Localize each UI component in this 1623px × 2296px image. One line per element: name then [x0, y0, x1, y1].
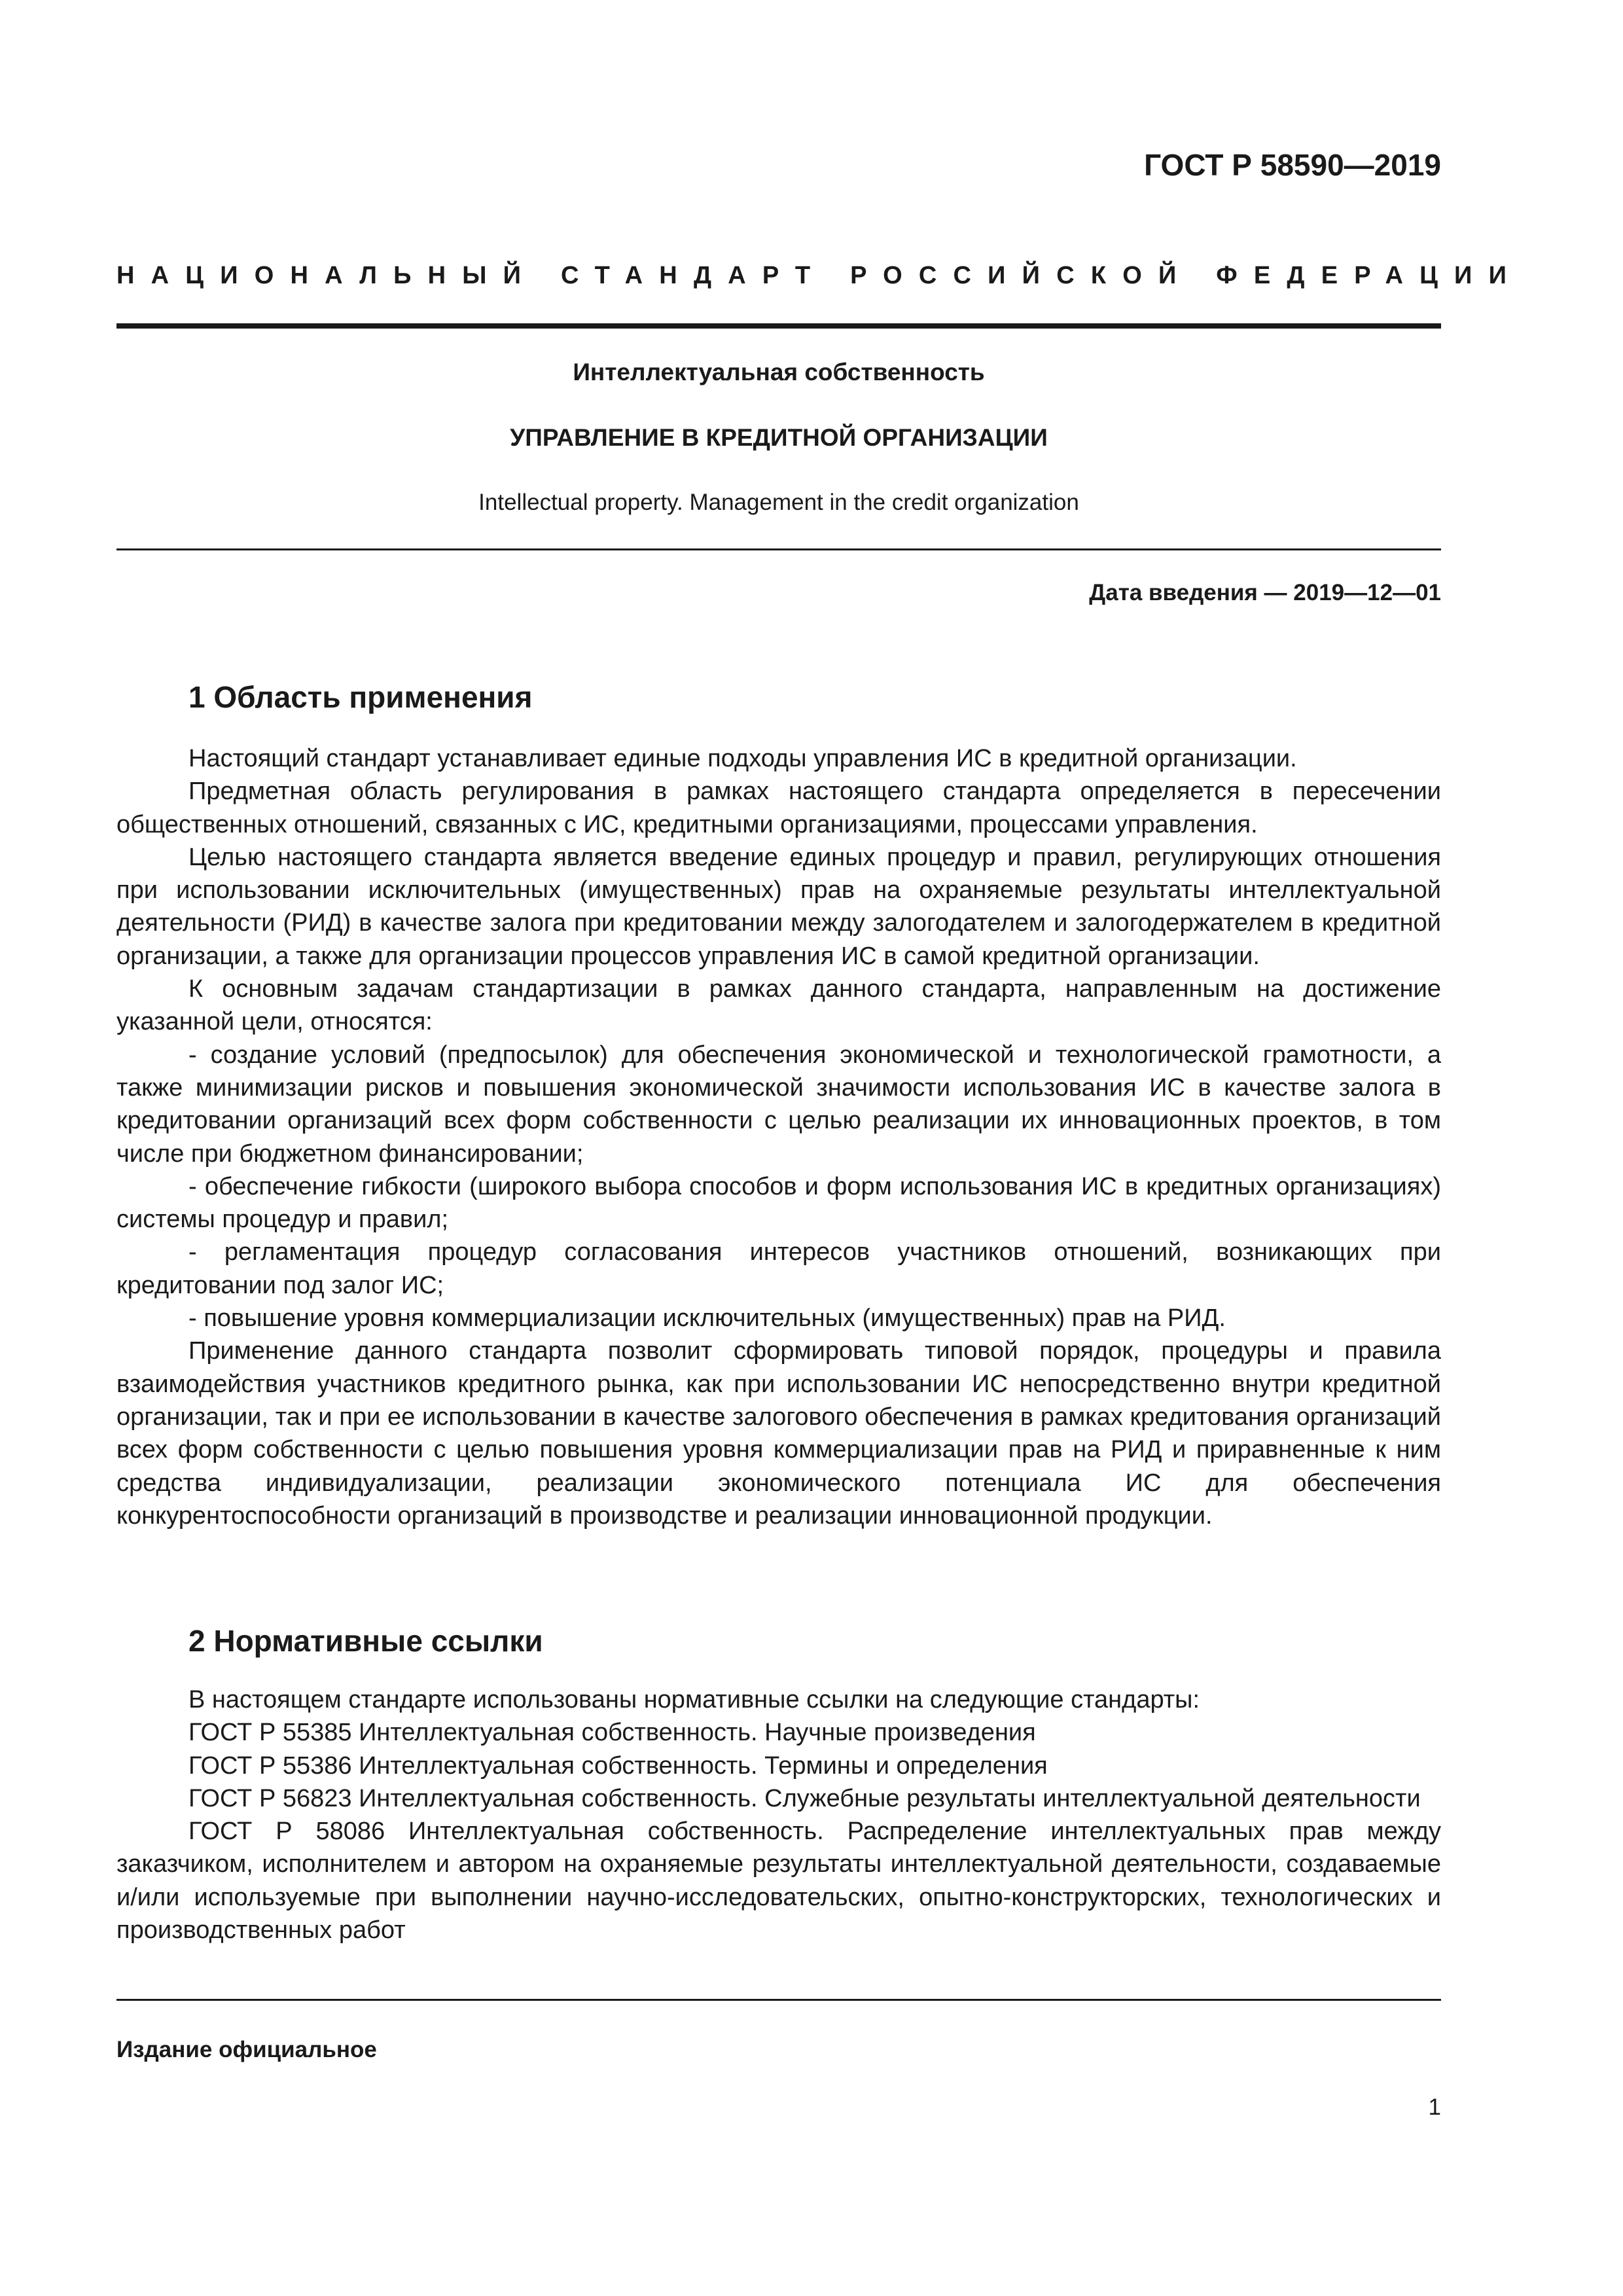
reference-item: ГОСТ Р 58086 Интеллектуальная собственность. Распределение интеллектуальных прав между заказчиком, исполнителем и автором на охраняемые результаты интеллектуальной деятельности, создаваемые и/или используемые при выполнении научно-исследовательских, опытно-конструкторских, технологических и производственных работ [116, 1818, 1441, 1945]
reference-item: ГОСТ Р 55386 Интеллектуальная собственность. Термины и определения [188, 1751, 1048, 1780]
document-title-english: Intellectual property. Management in the credit organization [478, 490, 1079, 515]
standard-type-header: НАЦИОНАЛЬНЫЙ СТАНДАРТ РОССИЙСКОЙ ФЕДЕРАЦИИ [116, 262, 1524, 289]
paragraph: Настоящий стандарт устанавливает единые подходы управления ИС в кредитной организации. [188, 745, 1297, 772]
section-2-body [116, 1683, 1441, 1946]
page-number: 1 [1428, 2094, 1441, 2120]
list-item: - обеспечение гибкости (широкого выбора способов и форм использования ИС в кредитных организациях) системы процедур и правил; [116, 1172, 1441, 1234]
title-divider [116, 548, 1441, 550]
effective-date: Дата введения — 2019—12—01 [1089, 580, 1441, 605]
document-number: ГОСТ Р 58590—2019 [1144, 148, 1441, 182]
list-item: - регламентация процедур согласования интересов участников отношений, возникающих при кредитовании под залог ИС; [116, 1238, 1441, 1299]
edition-note: Издание официальное [116, 2037, 377, 2062]
header-divider [116, 323, 1441, 329]
paragraph: В настоящем стандарте использованы нормативные ссылки на следующие стандарты: [188, 1686, 1200, 1713]
list-item: - создание условий (предпосылок) для обеспечения экономической и технологической грамотности, а также минимизации рисков и повышения экономической значимости использования ИС в качестве залога в кредитовании организаций всех форм собственности с целью реализации их инновационных проектов, в том числе при бюджетном финансировании; [116, 1041, 1441, 1168]
list-item: - повышение уровня коммерциализации исключительных (имущественных) прав на РИД. [188, 1304, 1226, 1333]
document-subtitle: Интеллектуальная собственность [573, 359, 985, 386]
paragraph: Применение данного стандарта позволит сформировать типовой порядок, процедуры и правила взаимодействия участников кредитного рынка, как при использовании ИС непосредственно внутри кредитной организации, так и при ее использовании в качестве залогового обеспечения в рамках кредитования организаций всех форм собственности с целью повышения уровня коммерциализации прав на РИД и приравненные к ним средства индивидуализации, реализации экономического потенциала ИС для обеспечения конкурентоспособности организаций в производстве и реализации инновационной продукции. [116, 1337, 1441, 1530]
reference-item: ГОСТ Р 56823 Интеллектуальная собственность. Служебные результаты интеллектуальной деятельности [188, 1784, 1421, 1812]
section-1-body [116, 742, 1441, 1532]
paragraph: Предметная область регулирования в рамках настоящего стандарта определяется в пересечении общественных отношений, связанных с ИС, кредитными организациями, процессами управления. [116, 778, 1441, 838]
document-title: УПРАВЛЕНИЕ В КРЕДИТНОЙ ОРГАНИЗАЦИИ [510, 424, 1048, 451]
footer-divider [116, 1999, 1441, 2001]
reference-item: ГОСТ Р 55385 Интеллектуальная собственность. Научные произведения [188, 1719, 1036, 1747]
section-1-heading: 1 Область применения [188, 680, 533, 714]
paragraph: Целью настоящего стандарта является введение единых процедур и правил, регулирующих отношения при использовании исключительных (имущественных) прав на охраняемые результаты интеллектуальной деятельности (РИД) в качестве залога при кредитовании между залогодателем и залогодержателем в кредитной организации, а также для организации процессов управления ИС в самой кредитной организации. [116, 843, 1441, 970]
paragraph: К основным задачам стандартизации в рамках данного стандарта, направленным на достижение указанной цели, относятся: [116, 975, 1441, 1036]
section-2-heading: 2 Нормативные ссылки [188, 1624, 543, 1658]
